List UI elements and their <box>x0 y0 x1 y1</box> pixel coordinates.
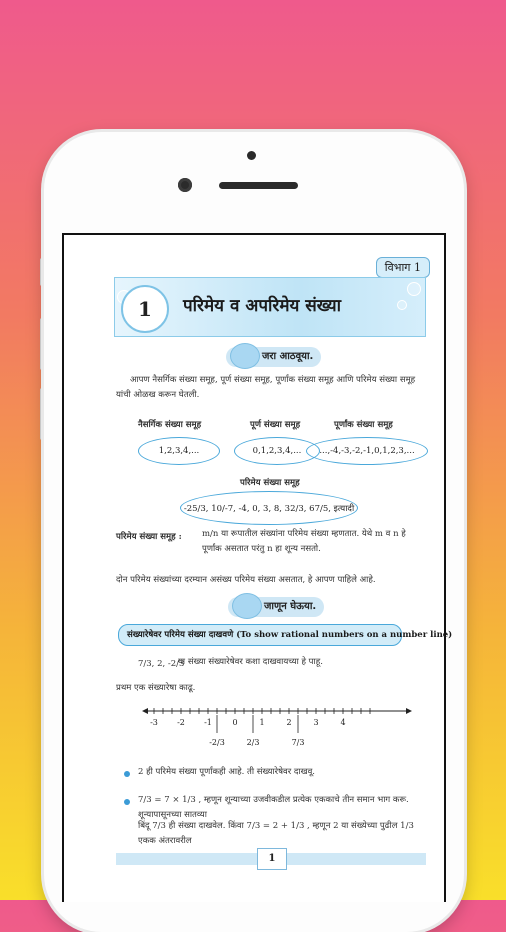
natural-set-label: नैसर्गिक संख्या समूह <box>138 420 202 430</box>
tick-label: -1 <box>204 718 212 727</box>
recall-tag <box>226 347 321 367</box>
rational-set-label: परिमेय संख्या समूह <box>240 478 300 488</box>
tick-label: -3 <box>150 718 158 727</box>
integer-set-label: पूर्णांक संख्या समूह <box>334 420 393 430</box>
intro-text: आपण नैसर्गिक संख्या समूह, पूर्ण संख्या समूह, पूर्णांक संख्या समूह आणि परिमेय संख्या समूह यांची ओळख करून घेतली. <box>116 375 416 400</box>
bullet-icon <box>124 771 130 777</box>
whole-set-ellipse: 0,1,2,3,4,... <box>234 437 320 465</box>
tick-label: 4 <box>340 718 346 727</box>
natural-set-ellipse: 1,2,3,4,... <box>138 437 220 465</box>
learn-tag-label: जाणून घेऊया. <box>264 601 317 612</box>
mark-label: -2/3 <box>209 738 225 747</box>
bullet1-text: 2 ही परिमेय संख्या पूर्णांकही आहे. ती संख्यारेषेवर दाखवू. <box>138 767 316 777</box>
chapter-title: परिमेय व अपरिमेय संख्या <box>183 296 341 316</box>
front-camera-icon <box>178 178 192 192</box>
chapter-number: 1 <box>121 285 169 333</box>
mark-label: 7/3 <box>291 738 305 747</box>
learn-tag <box>228 597 324 617</box>
rational-def-text: m/n या रूपातील संख्यांना परिमेय संख्या म्हणतात. येथे m व n हे पूर्णांक असतात परंतु n हा शून्य नसतो. <box>202 529 406 554</box>
page-number: 1 <box>257 848 287 870</box>
recall-tag-label: जरा आठवूया. <box>262 351 314 362</box>
bullet2-continued: बिंदू 7/3 ही संख्या दाखवेल. किंवा 7/3 = 2 + 1/3 , म्हणून 2 या संख्येच्या पुढील 1/3 एकक अंतरावरील <box>138 821 414 846</box>
bullet2-text: 7/3 = 7 × 1/3 , म्हणून शून्याच्या उजवीकडील प्रत्येक एककाचे तीन समान भाग करू. शून्यापासूनच्या सातव्या <box>138 795 409 820</box>
tick-label: 2 <box>286 718 292 727</box>
rational-def-label: परिमेय संख्या समूह : <box>116 532 182 542</box>
number-line <box>142 701 412 761</box>
cloud-icon <box>230 343 260 369</box>
bullet-icon <box>124 799 130 805</box>
bubble-decoration <box>397 300 407 310</box>
section-title: संख्यारेषेवर परिमेय संख्या दाखवणे (To show rational numbers on a number line) <box>118 624 402 646</box>
page-section-label: विभाग 1 <box>376 257 430 278</box>
whole-set-label: पूर्ण संख्या समूह <box>250 420 301 430</box>
proximity-sensor <box>247 151 256 160</box>
example-text: या संख्या संख्यारेषेवर कशा दाखवायच्या हे पाहू. <box>178 657 323 667</box>
tick-label: 0 <box>232 718 238 727</box>
example-fractions: 7/3, 2, -2/3 <box>138 659 185 669</box>
chapter-banner <box>114 277 426 337</box>
bubble-decoration <box>407 282 421 296</box>
integer-set-ellipse: ...,-4,-3,-2,-1,0,1,2,3,... <box>306 437 428 465</box>
tick-label: 3 <box>313 718 319 727</box>
rational-set-ellipse: -25/3, 10/-7, -4, 0, 3, 8, 32/3, 67/5, इत्यादी <box>180 491 358 525</box>
cloud-icon <box>232 593 262 619</box>
between-text: दोन परिमेय संख्यांच्या दरम्यान असंख्य परिमेय संख्या असतात, हे आपण पाहिले आहे. <box>116 575 376 585</box>
mark-label: 2/3 <box>246 738 260 747</box>
tick-label: 1 <box>259 718 265 727</box>
earpiece-speaker <box>219 182 298 189</box>
tick-label: -2 <box>177 718 185 727</box>
app-screen[interactable] <box>62 233 453 902</box>
line-instruction: प्रथम एक संख्यारेषा काढू. <box>116 683 196 693</box>
